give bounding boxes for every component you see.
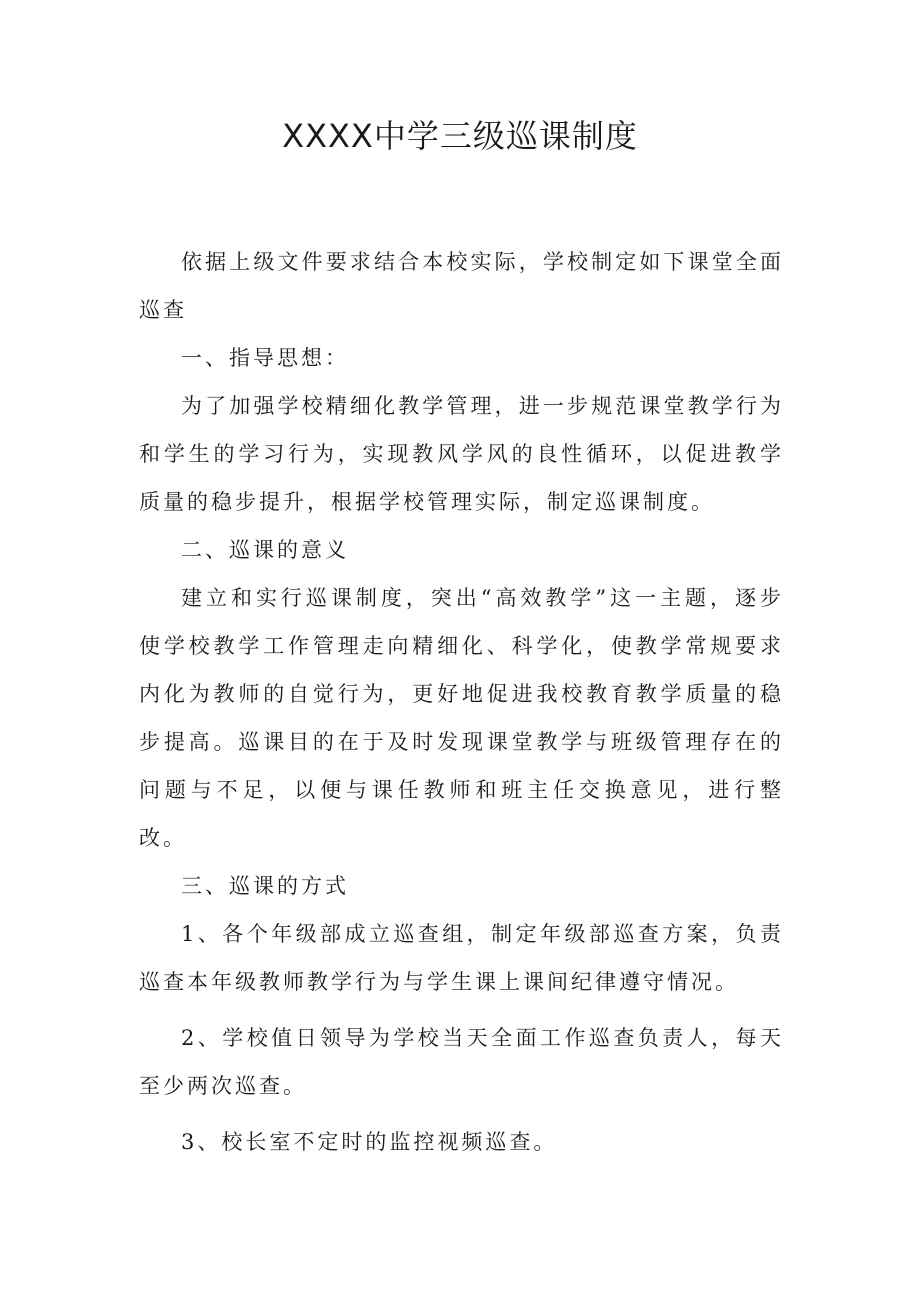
document-title: XXXX中学三级巡课制度 [282, 117, 638, 155]
method-item-2: 2、学校值日领导为学校当天全面工作巡查负责人，每天至少两次巡查。 [139, 1026, 784, 1098]
section-heading-methods: 三、巡课的方式 [181, 874, 349, 898]
document-body [139, 238, 784, 1166]
method-item-3: 3、校长室不定时的监控视频巡查。 [181, 1130, 558, 1154]
method-item-1: 1、各个年级部成立巡查组，制定年级部巡查方案，负责巡查本年级教师教学行为与学生课上课间纪律遵守情况。 [139, 922, 784, 994]
section-heading-guiding-ideology: 一、指导思想： [181, 346, 349, 370]
section-heading-significance: 二、巡课的意义 [181, 538, 349, 562]
significance-paragraph: 建立和实行巡课制度，突出“高效教学”这一主题，逐步使学校教学工作管理走向精细化、科学化，使教学常规要求内化为教师的自觉行为，更好地促进我校教育教学质量的稳步提高。巡课目的在于及时发现课堂教学与班级管理存在的问题与不足，以便与课任教师和班主任交换意见，进行整改。 [139, 586, 784, 850]
intro-paragraph: 依据上级文件要求结合本校实际，学校制定如下课堂全面巡查 [139, 250, 784, 322]
guiding-ideology-paragraph: 为了加强学校精细化教学管理，进一步规范课堂教学行为和学生的学习行为，实现教风学风的良性循环，以促进教学质量的稳步提升，根据学校管理实际，制定巡课制度。 [139, 394, 784, 514]
